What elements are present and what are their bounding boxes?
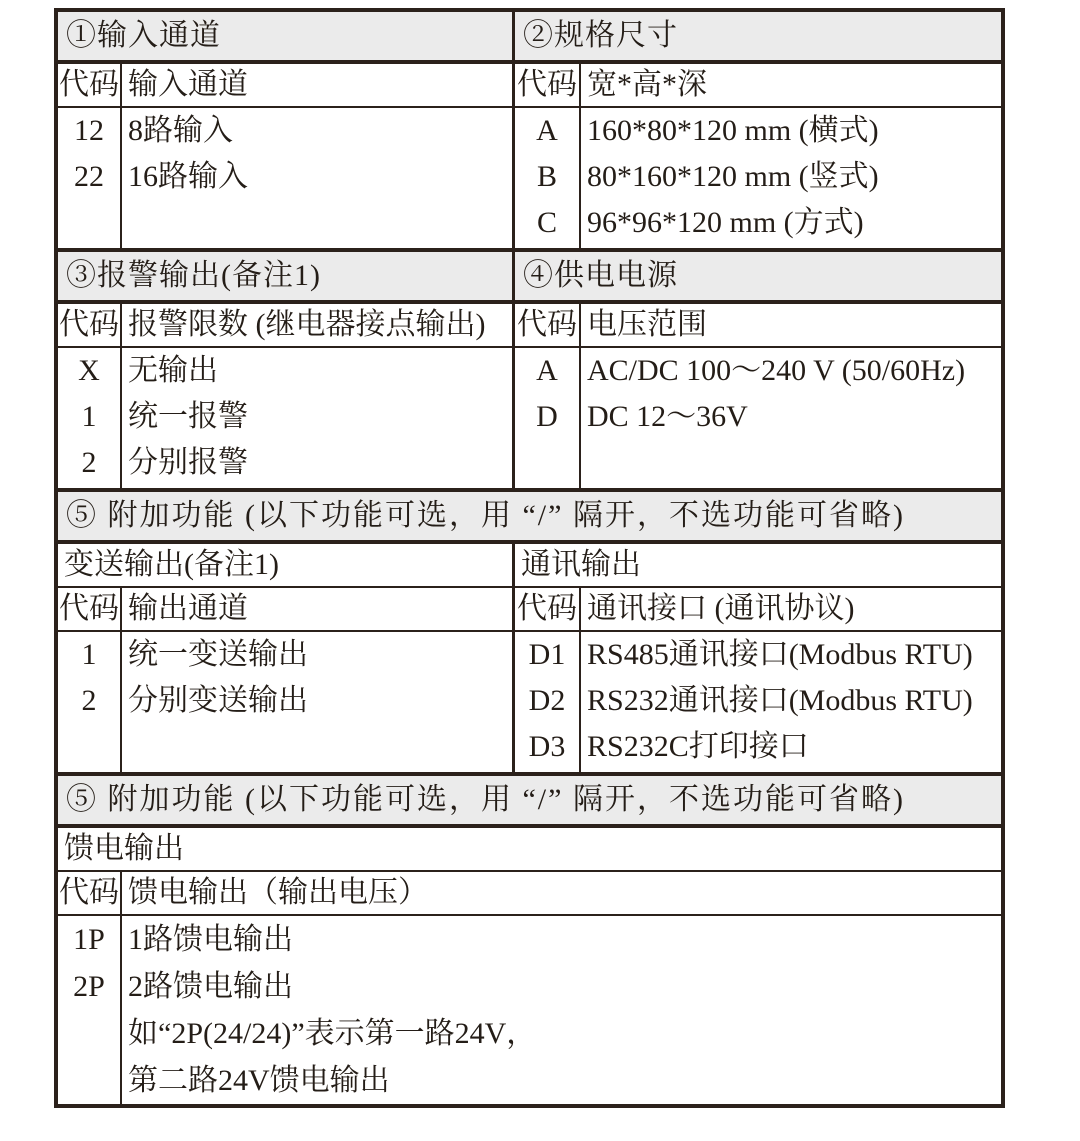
section-pair-3-4 bbox=[58, 252, 1001, 492]
desc-cell: RS232C打印接口 bbox=[587, 730, 809, 763]
code-cells bbox=[58, 916, 122, 1104]
code-column-header: 代码 bbox=[515, 588, 581, 630]
desc-cells bbox=[122, 632, 512, 772]
feed-output-rows bbox=[58, 916, 1001, 1104]
desc-cell: 如“2P(24/24)”表示第一路24V， bbox=[128, 1017, 537, 1050]
desc-cell: 1路馈电输出 bbox=[128, 923, 293, 956]
desc-cells bbox=[581, 632, 1001, 772]
section-pair-1-2 bbox=[58, 12, 1001, 252]
code-cells bbox=[515, 108, 581, 248]
desc-cell: 统一报警 bbox=[128, 400, 248, 433]
transmit-output-column-header bbox=[58, 588, 512, 632]
code-cells bbox=[58, 632, 122, 772]
input-channel-rows bbox=[58, 108, 512, 248]
code-cell: 12 bbox=[74, 114, 104, 147]
alarm-output-column-header bbox=[58, 304, 512, 348]
code-cell: D2 bbox=[528, 684, 566, 717]
section-comm-output bbox=[515, 544, 1001, 772]
code-cells bbox=[58, 108, 122, 248]
feed-output-subtitle: 馈电输出 bbox=[58, 828, 1001, 872]
desc-column-header: 通讯接口 (通讯协议) bbox=[587, 592, 855, 625]
desc-cell: DC 12～36V bbox=[587, 400, 748, 433]
code-cells bbox=[515, 632, 581, 772]
code-cell: A bbox=[536, 114, 558, 147]
desc-cell: 16路输入 bbox=[128, 160, 248, 193]
desc-cells bbox=[122, 108, 512, 248]
desc-cell: 160*80*120 mm (横式) bbox=[587, 114, 879, 147]
code-cell: 1 bbox=[81, 638, 97, 671]
desc-cell: RS485通讯接口(Modbus RTU) bbox=[587, 638, 973, 671]
desc-column-header: 输出通道 bbox=[128, 592, 248, 625]
transmit-output-rows bbox=[58, 632, 512, 772]
desc-column-header: 报警限数 (继电器接点输出) bbox=[128, 308, 486, 341]
alarm-output-rows bbox=[58, 348, 512, 488]
desc-column-header: 电压范围 bbox=[587, 308, 707, 341]
desc-column-header: 宽*高*深 bbox=[587, 68, 707, 101]
code-cell: 2P bbox=[73, 970, 105, 1003]
feed-output-column-header bbox=[58, 872, 1001, 916]
additional-functions-banner-1: ⑤ 附加功能 (以下功能可选，用 “/” 隔开，不选功能可省略) bbox=[58, 492, 1001, 544]
desc-cells bbox=[581, 108, 1001, 248]
desc-cell: 2路馈电输出 bbox=[128, 970, 293, 1003]
desc-column-header: 馈电输出（输出电压） bbox=[128, 876, 428, 909]
code-column-header: 代码 bbox=[58, 588, 122, 630]
desc-cell: AC/DC 100～240 V (50/60Hz) bbox=[587, 354, 966, 387]
section-feed-output bbox=[58, 828, 1001, 1104]
code-cell: 1 bbox=[81, 400, 97, 433]
power-supply-rows bbox=[515, 348, 1001, 488]
section-alarm-output bbox=[58, 252, 515, 488]
input-channel-column-header bbox=[58, 64, 512, 108]
desc-cell: 第二路24V馈电输出 bbox=[128, 1064, 390, 1097]
desc-column-header: 输入通道 bbox=[128, 68, 248, 101]
section-dimensions bbox=[515, 12, 1001, 248]
code-column-header: 代码 bbox=[58, 304, 122, 346]
code-column-header: 代码 bbox=[58, 64, 122, 106]
desc-cell: 80*160*120 mm (竖式) bbox=[587, 160, 879, 193]
desc-cell: 分别变送输出 bbox=[128, 684, 308, 717]
desc-cell: 8路输入 bbox=[128, 114, 233, 147]
desc-cell: 分别报警 bbox=[128, 446, 248, 479]
transmit-output-subtitle: 变送输出(备注1) bbox=[58, 544, 512, 588]
section-alarm-output-title: ③报警输出(备注1) bbox=[58, 252, 512, 304]
code-column-header: 代码 bbox=[58, 872, 122, 914]
desc-cell: 无输出 bbox=[128, 354, 218, 387]
desc-cells bbox=[122, 916, 1001, 1104]
code-cell bbox=[58, 1057, 120, 1104]
dimensions-column-header bbox=[515, 64, 1001, 108]
section-dimensions-title: ②规格尺寸 bbox=[515, 12, 1001, 64]
code-cell: 1P bbox=[73, 923, 105, 956]
section-power-supply bbox=[515, 252, 1001, 488]
code-cell: B bbox=[536, 160, 557, 193]
section-input-channel-title: ①输入通道 bbox=[58, 12, 512, 64]
code-cell: A bbox=[536, 354, 558, 387]
desc-cell: 96*96*120 mm (方式) bbox=[587, 206, 864, 239]
code-cells bbox=[58, 348, 122, 488]
section-input-channel bbox=[58, 12, 515, 248]
section-transmit-output bbox=[58, 544, 515, 772]
section-power-supply-title: ④供电电源 bbox=[515, 252, 1001, 304]
code-cell: D bbox=[536, 400, 558, 433]
desc-cells bbox=[581, 348, 1001, 488]
ordering-code-table bbox=[54, 8, 1005, 1108]
section-pair-5a bbox=[58, 544, 1001, 776]
code-column-header: 代码 bbox=[515, 304, 581, 346]
desc-cells bbox=[122, 348, 512, 488]
code-cell: D3 bbox=[528, 730, 566, 763]
comm-output-rows bbox=[515, 632, 1001, 772]
comm-output-column-header bbox=[515, 588, 1001, 632]
power-supply-column-header bbox=[515, 304, 1001, 348]
code-cell: 22 bbox=[74, 160, 104, 193]
dimensions-rows bbox=[515, 108, 1001, 248]
desc-cell: RS232通讯接口(Modbus RTU) bbox=[587, 684, 973, 717]
code-cell: 2 bbox=[81, 446, 97, 479]
code-cell: D1 bbox=[528, 638, 566, 671]
code-cell bbox=[58, 1010, 120, 1057]
additional-functions-banner-2: ⑤ 附加功能 (以下功能可选，用 “/” 隔开，不选功能可省略) bbox=[58, 776, 1001, 828]
code-column-header: 代码 bbox=[515, 64, 581, 106]
code-cell: X bbox=[78, 354, 100, 387]
desc-cell: 统一变送输出 bbox=[128, 638, 308, 671]
code-cell: C bbox=[536, 206, 557, 239]
code-cell: 2 bbox=[81, 684, 97, 717]
code-cells bbox=[515, 348, 581, 488]
comm-output-subtitle: 通讯输出 bbox=[515, 544, 1001, 588]
